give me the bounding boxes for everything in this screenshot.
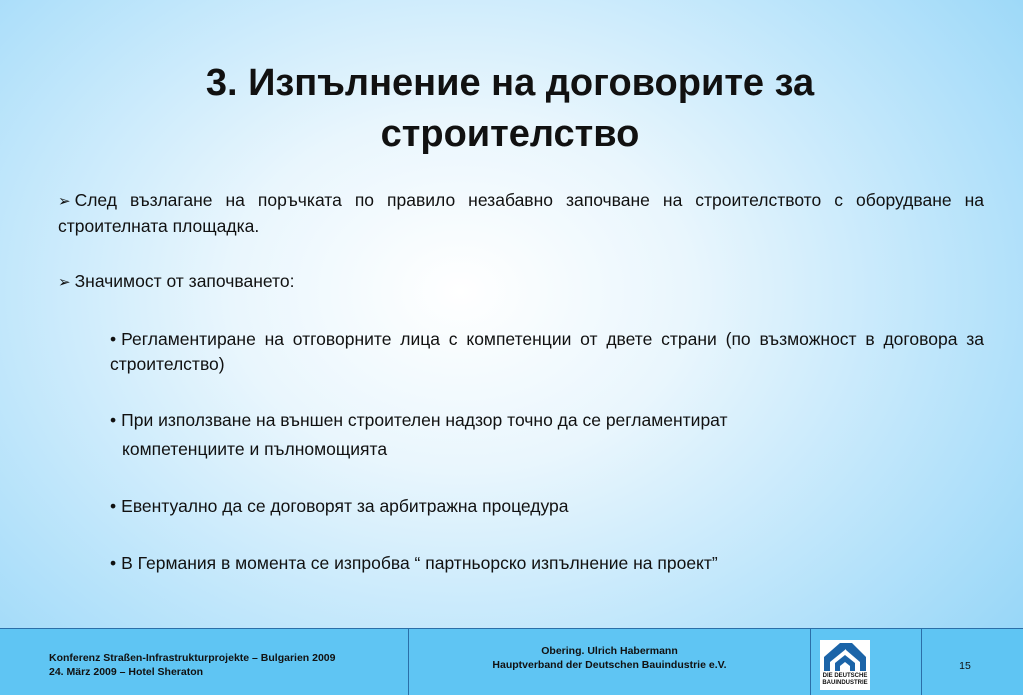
footer-author-cell bbox=[409, 629, 811, 695]
footer-conference-cell bbox=[0, 629, 409, 695]
sub-bullet-external-supervision bbox=[110, 408, 984, 462]
bauindustrie-logo-icon bbox=[820, 640, 870, 690]
slide-title bbox=[60, 58, 960, 160]
sub-bullet-germany-partnership bbox=[110, 551, 984, 576]
conference-line-1: Konferenz Straßen-Infrastrukturprojekte – Bulgarien 2009 bbox=[49, 652, 336, 664]
dot-bullet-icon: • bbox=[110, 410, 117, 430]
footer-page-cell bbox=[922, 629, 1023, 695]
logo-line-2: BAUINDUSTRIE bbox=[822, 680, 868, 686]
sub-bullet-responsible-persons bbox=[110, 327, 984, 377]
dot-bullet-icon: • bbox=[110, 553, 117, 573]
sub-bullet-text: В Германия в момента се изпробва “ партньорско изпълнение на проект” bbox=[121, 553, 718, 573]
conference-line-2: 24. März 2009 – Hotel Sheraton bbox=[49, 666, 204, 678]
sub-bullet-continuation: компетенциите и пълномощията bbox=[122, 439, 388, 459]
sub-bullet-arbitration bbox=[110, 494, 984, 519]
sub-bullet-text: Евентуално да се договорят за арбитражна процедура bbox=[121, 496, 569, 516]
footer-bar bbox=[0, 628, 1023, 695]
sub-bullet-text: При използване на външен строителен надзор точно да се регламентират bbox=[121, 410, 728, 430]
sub-bullet-text: Регламентиране на отговорните лица с компетенции от двете страни (по възможност в договора за строителство) bbox=[110, 329, 984, 374]
footer-logo-cell bbox=[811, 629, 922, 695]
dot-bullet-icon: • bbox=[110, 496, 117, 516]
organization-name: Hauptverband der Deutschen Bauindustrie e.V. bbox=[492, 659, 727, 671]
logo-line-1: DIE DEUTSCHE bbox=[822, 673, 868, 679]
author-name: Obering. Ulrich Habermann bbox=[541, 645, 678, 657]
footer-conference-text bbox=[49, 651, 336, 679]
page-number: 15 bbox=[959, 660, 971, 672]
title-line-2: строителство bbox=[380, 113, 640, 155]
title-line-1: 3. Изпълнение на договорите за bbox=[205, 62, 815, 104]
bullet-significance bbox=[58, 269, 984, 295]
bullet-text: Значимост от започването: bbox=[74, 271, 295, 291]
arrow-bullet-icon: ➢ bbox=[58, 274, 71, 291]
logo-text bbox=[820, 673, 870, 687]
dot-bullet-icon: • bbox=[110, 329, 117, 349]
bullet-start-construction bbox=[58, 188, 984, 239]
footer-author-text bbox=[409, 644, 810, 672]
logo-arrows-icon bbox=[822, 641, 868, 673]
bullet-text: След възлагане на поръчката по правило незабавно започване на строителството с оборудване на строителната площадка. bbox=[58, 190, 984, 236]
arrow-bullet-icon: ➢ bbox=[58, 193, 71, 210]
